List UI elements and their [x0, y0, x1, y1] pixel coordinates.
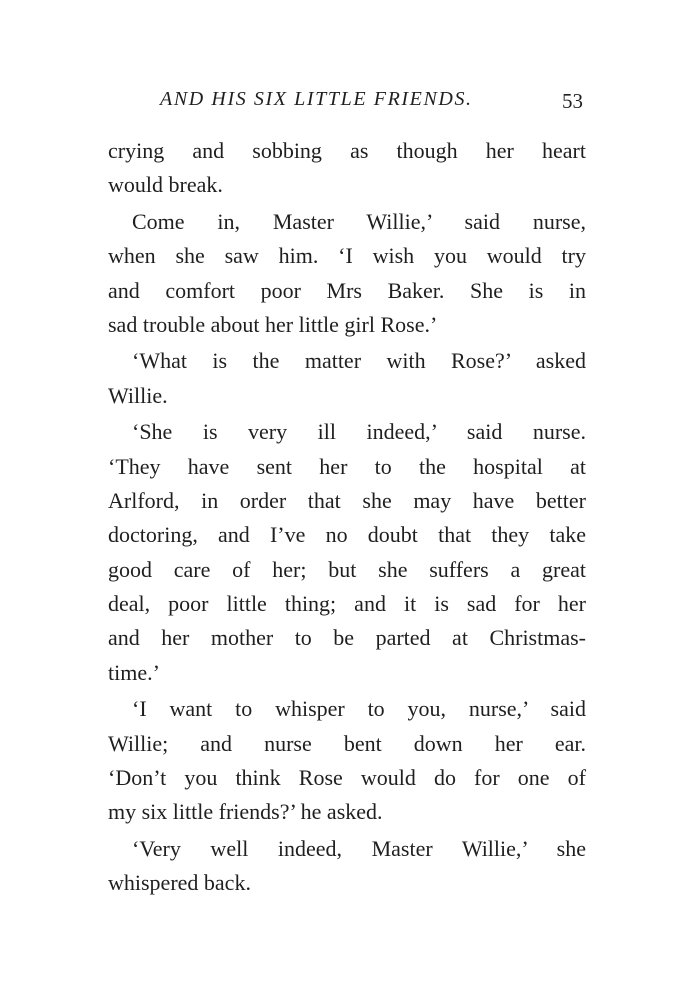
- text-line: good care of her; but she suffers a great: [108, 556, 586, 582]
- text-line: sad trouble about her little girl Rose.’: [108, 311, 438, 337]
- text-line: ‘They have sent her to the hospital at: [108, 453, 586, 479]
- text-line: time.’: [108, 659, 160, 685]
- text-line: ‘What is the matter with Rose?’ asked: [132, 348, 586, 374]
- text-line: would break.: [108, 172, 223, 198]
- text-line: Arlford, in order that she may have better: [108, 487, 586, 513]
- text-line: ‘Don’t you think Rose would do for one of: [108, 765, 586, 791]
- text-line: Willie; and nurse bent down her ear.: [108, 730, 586, 756]
- paragraph: [108, 692, 586, 830]
- page-number: 53: [562, 89, 583, 113]
- text-line: crying and sobbing as though her heart: [108, 138, 586, 163]
- text-line: and comfort poor Mrs Baker. She is in: [108, 277, 586, 303]
- paragraph: [108, 205, 586, 343]
- text-line: and her mother to be parted at Christmas-: [108, 625, 586, 651]
- paragraph: [108, 832, 586, 901]
- text-line: when she saw him. ‘I wish you would try: [108, 243, 586, 269]
- paragraph: [108, 344, 586, 413]
- running-title: AND HIS SIX LITTLE FRIENDS.: [160, 88, 473, 110]
- text-line: doctoring, and I’ve no doubt that they take: [108, 522, 586, 548]
- body-text: [108, 134, 586, 901]
- text-line: Willie.: [108, 382, 168, 408]
- text-line: whispered back.: [108, 870, 251, 896]
- text-line: deal, poor little thing; and it is sad for her: [108, 591, 586, 617]
- text-line: ‘Very well indeed, Master Willie,’ she: [132, 835, 586, 861]
- paragraph: [108, 134, 586, 203]
- running-head: [0, 86, 687, 116]
- text-line: ‘She is very ill indeed,’ said nurse.: [132, 419, 586, 445]
- paragraph: [108, 415, 586, 690]
- text-line: my six little friends?’ he asked.: [108, 799, 383, 825]
- text-line: ‘I want to whisper to you, nurse,’ said: [132, 696, 586, 722]
- text-line: Come in, Master Willie,’ said nurse,: [132, 208, 586, 234]
